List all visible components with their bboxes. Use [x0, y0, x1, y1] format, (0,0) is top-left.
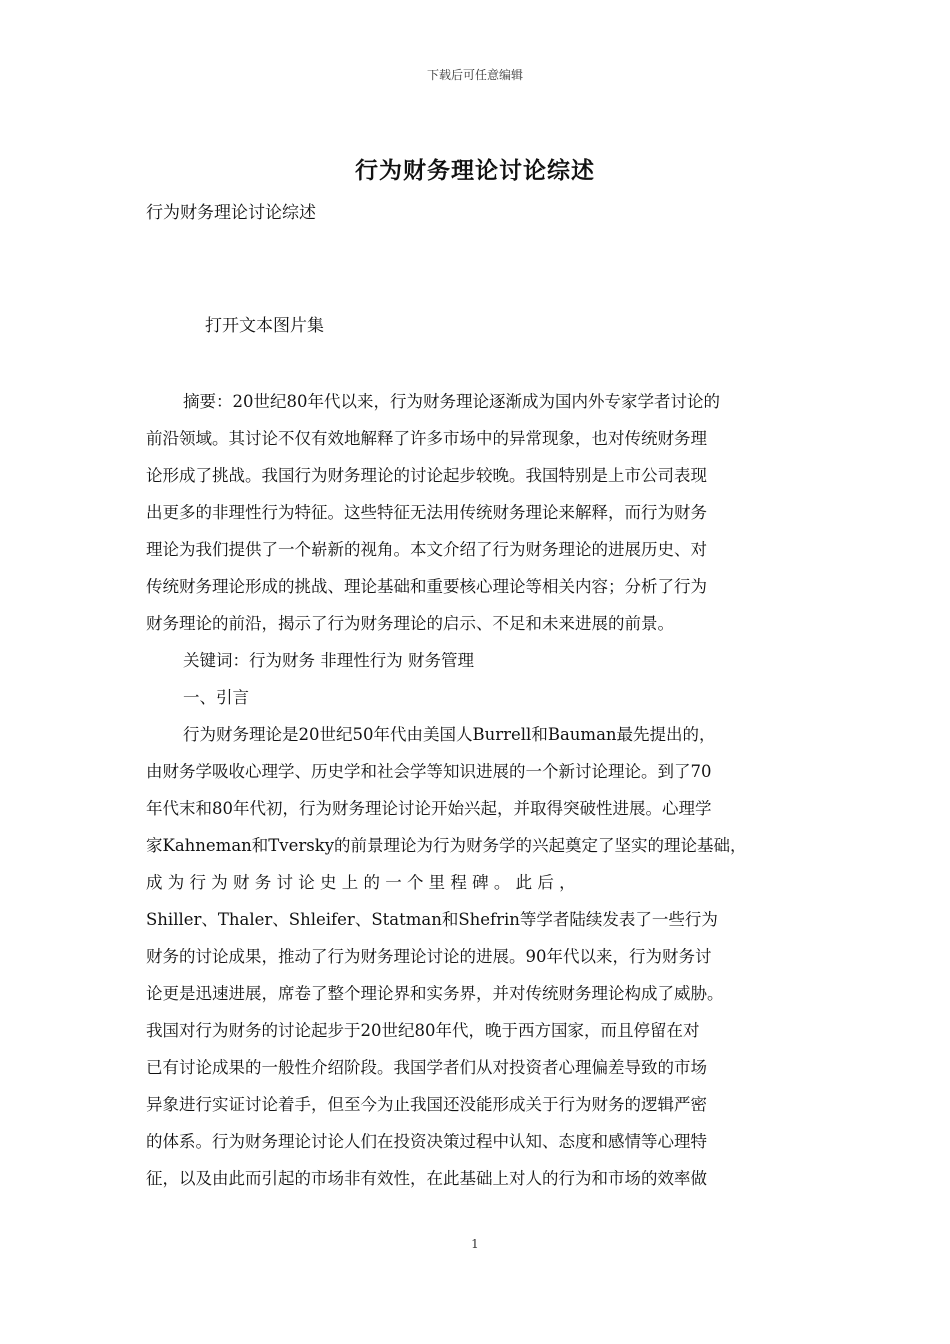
abstract-line: 前沿领域。其讨论不仅有效地解释了许多市场中的异常现象，也对传统财务理 [146, 429, 707, 448]
paragraph-line: 的体系。行为财务理论讨论人们在投资决策过程中认知、态度和感情等心理特 [146, 1132, 707, 1151]
page-header-note: 下载后可任意编辑 [426, 68, 523, 82]
abstract-line: 出更多的非理性行为特征。这些特征无法用传统财务理论来解释，而行为财务 [146, 503, 707, 522]
paragraph-line: 年代末和80年代初，行为财务理论讨论开始兴起，并取得突破性进展。心理学 [146, 799, 712, 818]
document-body [146, 383, 806, 1197]
document-subtitle: 行为财务理论讨论综述 [146, 203, 316, 223]
paragraph-line: Shiller、Thaler、Shleifer、Statman和Shefrin等学者陆续发表了一些行为 [146, 910, 718, 929]
paragraph-line: 异象进行实证讨论着手，但至今为止我国还没能形成关于行为财务的逻辑严密 [146, 1095, 707, 1114]
abstract-line: 论形成了挑战。我国行为财务理论的讨论起步较晚。我国特别是上市公司表现 [146, 466, 707, 485]
paragraph-line: 征，以及由此而引起的市场非有效性，在此基础上对人的行为和市场的效率做 [146, 1169, 707, 1188]
paragraph-line: 财务的讨论成果，推动了行为财务理论讨论的进展。90年代以来，行为财务讨 [146, 947, 712, 966]
paragraph-line: 成 为 行 为 财 务 讨 论 史 上 的 一 个 里 程 碑 。 此 后 ， [146, 873, 576, 892]
document-title: 行为财务理论讨论综述 [355, 157, 595, 184]
paragraph-line: 已有讨论成果的一般性介绍阶段。我国学者们从对投资者心理偏差导致的市场 [146, 1058, 707, 1077]
paragraph-line: 论更是迅速进展，席卷了整个理论界和实务界，并对传统财务理论构成了威胁。 [146, 984, 724, 1003]
abstract-line: 传统财务理论形成的挑战、理论基础和重要核心理论等相关内容；分析了行为 [146, 577, 707, 596]
abstract-line: 财务理论的前沿，揭示了行为财务理论的启示、不足和未来进展的前景。 [146, 614, 674, 633]
paragraph-line: 家Kahneman和Tversky的前景理论为行为财务学的兴起奠定了坚实的理论基础， [146, 836, 747, 855]
paragraph-line: 行为财务理论是20世纪50年代由美国人Burrell和Bauman最先提出的， [183, 725, 716, 744]
paragraph-line: 由财务学吸收心理学、历史学和社会学等知识进展的一个新讨论理论。到了70 [146, 762, 712, 781]
paragraph-line: 我国对行为财务的讨论起步于20世纪80年代，晚于西方国家，而且停留在对 [146, 1021, 700, 1040]
keywords-line: 关键词：行为财务 非理性行为 财务管理 [183, 651, 474, 670]
section-heading-introduction: 一、引言 [183, 688, 249, 707]
abstract-line: 摘要：20世纪80年代以来，行为财务理论逐渐成为国内外专家学者讨论的 [183, 392, 720, 411]
page-number: 1 [471, 1237, 479, 1251]
open-image-gallery-link[interactable]: 打开文本图片集 [205, 316, 324, 336]
abstract-line: 理论为我们提供了一个崭新的视角。本文介绍了行为财务理论的进展历史、对 [146, 540, 707, 559]
